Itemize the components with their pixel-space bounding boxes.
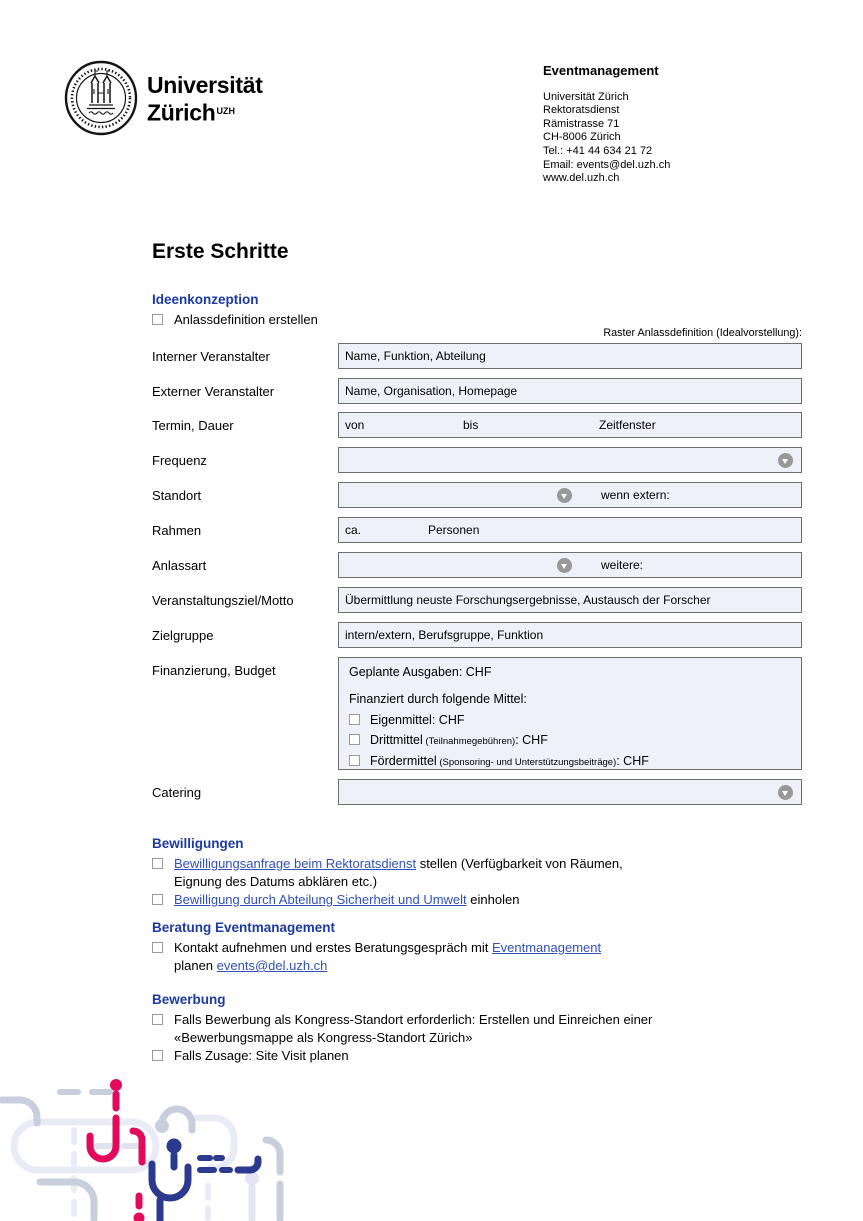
dropdown-arrow-icon[interactable] <box>557 488 572 503</box>
form-row <box>152 517 814 543</box>
field-label: Standort <box>152 488 202 503</box>
contact-line: Universität Zürich <box>543 90 629 103</box>
budget-item-suffix: : CHF <box>431 712 465 727</box>
checkbox[interactable] <box>349 714 360 725</box>
budget-checkbox-row <box>349 713 791 727</box>
raster-note: Raster Anlassdefinition (Idealvorstellung): <box>603 327 802 339</box>
field-value: Übermittlung neuste Forschungsergebnisse, Austausch der Forscher <box>345 593 711 607</box>
section-bewilligungen <box>152 836 814 909</box>
contact-line: Email: events@del.uzh.ch <box>543 158 671 171</box>
form-row <box>152 482 814 508</box>
section-heading: Bewerbung <box>152 992 226 1007</box>
checkbox[interactable] <box>152 858 163 869</box>
item-text: einholen <box>466 892 520 907</box>
checkbox[interactable] <box>152 1050 163 1061</box>
field-extra-text: wenn extern: <box>601 488 670 502</box>
contact-line: Rämistrasse 71 <box>543 117 620 130</box>
checklist-item <box>152 855 814 891</box>
contact-line: www.del.uzh.ch <box>543 172 620 185</box>
section-bewerbung <box>152 992 814 1065</box>
checklist-item <box>152 891 814 909</box>
field-label: Rahmen <box>152 523 202 538</box>
form-row <box>152 587 814 613</box>
link-events-email[interactable]: events@del.uzh.ch <box>216 958 328 973</box>
dropdown-catering[interactable] <box>338 779 802 805</box>
budget-item-note: (Sponsoring- und Unterstützungsbeiträge) <box>436 756 617 768</box>
item-text: Falls Zusage: Site Visit planen <box>174 1048 349 1063</box>
uzh-wordmark <box>147 72 263 125</box>
contact-line: Tel.: +41 44 634 21 72 <box>543 144 653 157</box>
contact-title: Eventmanagement <box>543 63 659 78</box>
uzh-seal-logo <box>63 59 139 137</box>
field-value: Name, Organisation, Homepage <box>345 384 518 398</box>
field-label: Interner Veranstalter <box>152 349 270 364</box>
checklist-item <box>152 1047 814 1065</box>
field-label: Termin, Dauer <box>152 418 234 433</box>
budget-line: Geplante Ausgaben: CHF <box>349 665 492 679</box>
form-row <box>152 378 814 404</box>
field-part-personen: Personen <box>428 523 480 537</box>
budget-checkbox-row <box>349 733 791 747</box>
field-part-bis: bis <box>463 418 479 432</box>
budget-line: Finanziert durch folgende Mittel: <box>349 692 527 706</box>
checkbox[interactable] <box>152 1014 163 1025</box>
item-text: Kontakt aufnehmen und erstes Beratungsgespräch mit <box>174 940 492 955</box>
section-heading: Bewilligungen <box>152 836 244 851</box>
input-veranstaltungsziel[interactable] <box>338 587 802 613</box>
dropdown-anlassart[interactable] <box>338 552 802 578</box>
form-row <box>152 622 814 648</box>
page-title: Erste Schritte <box>152 240 289 263</box>
checkbox[interactable] <box>349 734 360 745</box>
section-heading: Beratung Eventmanagement <box>152 920 336 935</box>
form-row <box>152 412 814 438</box>
item-text: «Bewerbungsmappe als Kongress-Standort Zürich» <box>174 1030 473 1045</box>
budget-item-suffix: : CHF <box>515 733 548 747</box>
section-heading: Ideenkonzeption <box>152 292 259 307</box>
item-text: stellen (Verfügbarkeit von Räumen, <box>416 856 623 871</box>
checkbox[interactable] <box>152 894 163 905</box>
item-text: planen <box>174 958 217 973</box>
contact-line: CH-8006 Zürich <box>543 131 621 144</box>
item-text: Anlassdefinition erstellen <box>174 312 318 327</box>
decorative-network-graphic <box>0 1078 290 1221</box>
link-eventmanagement[interactable]: Eventmanagement <box>491 940 602 955</box>
budget-item-note: (Teilnahmegebühren) <box>422 736 516 747</box>
checklist-item <box>152 1011 814 1047</box>
field-label: Zielgruppe <box>152 628 214 643</box>
item-text: Eignung des Datums abklären etc.) <box>174 874 378 889</box>
field-extra-text: weitere: <box>601 558 644 572</box>
field-part-ca: ca. <box>345 523 362 537</box>
input-rahmen[interactable] <box>338 517 802 543</box>
form-row <box>152 779 814 805</box>
form-row <box>152 447 814 473</box>
dropdown-frequenz[interactable] <box>338 447 802 473</box>
contact-line: Rektoratsdienst <box>543 104 620 117</box>
contact-block <box>543 64 670 186</box>
input-interner-veranstalter[interactable] <box>338 343 802 369</box>
field-part-von: von <box>345 418 365 432</box>
budget-box[interactable] <box>338 657 802 770</box>
section-beratung <box>152 920 814 975</box>
item-text: Falls Bewerbung als Kongress-Standort erforderlich: Erstellen und Einreichen einer <box>174 1012 653 1027</box>
field-label: Externer Veranstalter <box>152 384 275 399</box>
budget-checkbox-row <box>349 754 791 768</box>
input-externer-veranstalter[interactable] <box>338 378 802 404</box>
dropdown-standort[interactable] <box>338 482 802 508</box>
budget-item-main: Fördermittel <box>370 753 437 768</box>
wordmark-line1: Universität <box>147 72 263 98</box>
input-termin-dauer[interactable] <box>338 412 802 438</box>
checkbox[interactable] <box>152 314 163 325</box>
section-ideenkonzeption <box>152 292 814 329</box>
dropdown-arrow-icon[interactable] <box>778 785 793 800</box>
wordmark-uzh-superscript: UZH <box>216 106 235 116</box>
dropdown-arrow-icon[interactable] <box>778 453 793 468</box>
link-sicherheit-umwelt[interactable]: Bewilligung durch Abteilung Sicherheit und Umwelt <box>174 892 467 907</box>
field-label: Veranstaltungsziel/Motto <box>152 593 294 608</box>
field-label: Frequenz <box>152 453 207 468</box>
checkbox[interactable] <box>349 755 360 766</box>
form-row <box>152 552 814 578</box>
form-row <box>152 343 814 369</box>
field-value: Name, Funktion, Abteilung <box>345 349 486 363</box>
input-zielgruppe[interactable] <box>338 622 802 648</box>
wordmark-line2: Zürich <box>147 99 216 126</box>
field-part-zeitfenster: Zeitfenster <box>599 418 656 432</box>
budget-item-main: Drittmittel <box>370 733 423 747</box>
link-rektoratsdienst[interactable]: Bewilligungsanfrage beim Rektoratsdienst <box>174 856 417 871</box>
field-value: intern/extern, Berufsgruppe, Funktion <box>345 628 544 642</box>
field-label: Catering <box>152 785 202 800</box>
budget-item-suffix: : CHF <box>616 753 649 768</box>
checklist-item <box>152 939 814 975</box>
field-label: Anlassart <box>152 558 207 573</box>
dropdown-arrow-icon[interactable] <box>557 558 572 573</box>
checkbox[interactable] <box>152 942 163 953</box>
field-label: Finanzierung, Budget <box>152 663 276 678</box>
budget-item-main: Eigenmittel <box>370 712 432 727</box>
